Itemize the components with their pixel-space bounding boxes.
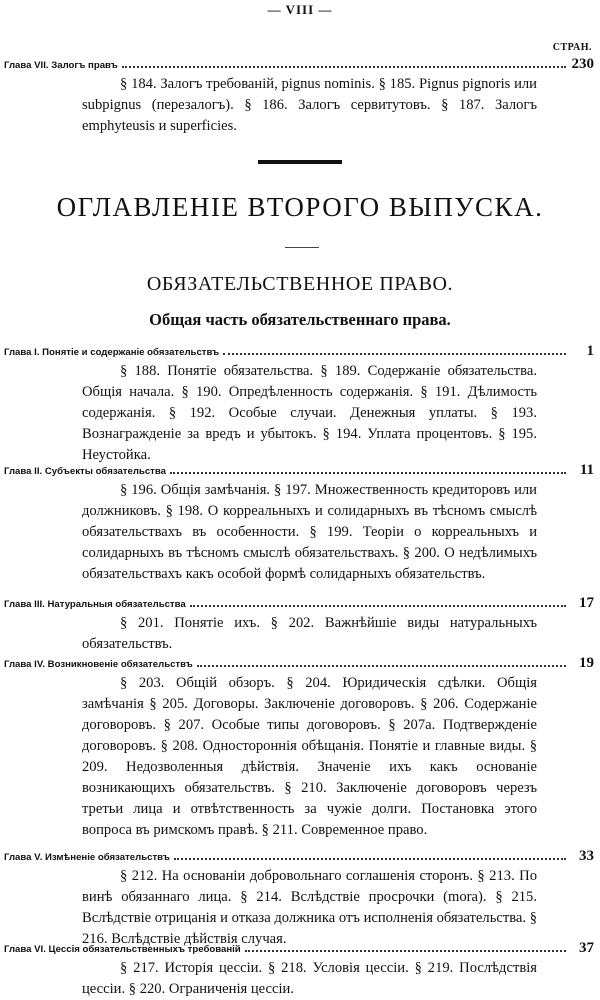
chapter-title: Глава II. Субъекты обязательства xyxy=(4,466,166,477)
chapter-contents: § 203. Общій обзоръ. § 204. Юридическія сдѣлки. Общія замѣчанія § 205. Договоры. Заключеніе договоровъ. § 206. Содержаніе договоровъ. § 207. Особые типы договоровъ. § 207a. Подтвержденіе договоровъ. § 208. Одностороннія обѣщанія. Понятіе и главные виды. § 209. Недозволенныя дѣйствія. Значеніе ихъ какъ основаніе возникающихъ обязательствъ. § 210. Заключеніе договоровъ черезъ третьи лица и отвѣтственность за чужіе долги. Постановка этого вопроса въ римскомъ правѣ. § 211. Современное право. xyxy=(82,675,537,838)
toc-entry-heading xyxy=(0,940,600,958)
chapter-title: Глава VI. Цессія обязательственныхъ требованій xyxy=(4,944,241,955)
dot-leader xyxy=(197,664,566,667)
chapter-title: Глава VII. Залогъ правъ xyxy=(4,60,118,71)
toc-entry-ch5 xyxy=(0,848,600,950)
chapter-contents: § 196. Общія замѣчанія. § 197. Множественность кредиторовъ или должниковъ. § 198. О корреальныхъ и солидарныхъ въ тѣсномъ смыслѣ обязательствахъ въ особенности. § 199. Теоріи о корреальныхъ и солидарныхъ въ тѣсномъ смыслѣ обязательствахъ. § 200. О недѣлимыхъ обязательствахъ какъ особой формѣ солидарныхъ обязательствъ. xyxy=(82,482,537,582)
dot-leader xyxy=(170,471,566,474)
subsection-title: Общая часть обязательственнаго права. xyxy=(149,310,451,329)
page-number: 230 xyxy=(571,56,594,72)
section-divider-rule xyxy=(258,160,342,164)
dot-leader xyxy=(122,65,566,68)
toc-entry-heading xyxy=(0,56,600,74)
dot-leader xyxy=(245,949,566,952)
toc-entry-ch1 xyxy=(0,343,600,466)
page-number: 19 xyxy=(579,655,594,671)
chapter-title: Глава V. Измѣненіе обязательствъ xyxy=(4,852,170,863)
toc-main-title: ОГЛАВЛЕНІЕ ВТОРОГО ВЫПУСКА. xyxy=(56,192,544,222)
toc-entry-heading xyxy=(0,462,600,480)
toc-entry-heading xyxy=(0,595,600,613)
page-number: 17 xyxy=(579,595,594,611)
page-number: 1 xyxy=(586,343,594,359)
toc-entry-heading xyxy=(0,848,600,866)
chapter-contents: § 184. Залогъ требованій, pignus nominis. § 185. Pignus pignoris или subpignus (перезалогъ). § 186. Залогъ сервитутовъ. § 187. Залогъ emphyteusis и superficies. xyxy=(82,76,537,134)
chapter-contents: § 212. На основаніи добровольнаго соглашенія сторонъ. § 213. По винѣ обязаннаго лица. § 214. Вслѣдствіе просрочки (mora). § 215. Вслѣдствіе отрицанія и отказа должника отъ исполненія обязательства. § 216. Вслѣдствіе дѣйствія случая. xyxy=(82,868,537,947)
toc-entry-heading xyxy=(0,343,600,361)
toc-entry-ch2 xyxy=(0,462,600,585)
toc-entry-heading xyxy=(0,655,600,673)
chapter-title: Глава IV. Возникновеніе обязательствъ xyxy=(4,659,193,670)
chapter-contents: § 217. Исторія цессіи. § 218. Условія цессіи. § 219. Послѣдствія цессіи. § 220. Ограниченія цессіи. xyxy=(82,960,537,997)
toc-entry-ch4 xyxy=(0,655,600,841)
chapter-contents: § 201. Понятіе ихъ. § 202. Важнѣйшіе виды натуральныхъ обязательствъ. xyxy=(82,615,537,652)
short-divider xyxy=(285,247,319,248)
toc-entry-ch7 xyxy=(0,56,600,137)
dot-leader xyxy=(174,857,566,860)
toc-entry-ch6 xyxy=(0,940,600,1000)
chapter-contents: § 188. Понятіе обязательства. § 189. Содержаніе обязательства. Общія начала. § 190. Опредѣленность содержанія. § 191. Дѣлимость содержанія. § 192. Особые случаи. Денежныя уплаты. § 193. Вознагражденіе за вредъ и убытокъ. § 194. Уплата процентовъ. § 195. Неустойка. xyxy=(82,363,537,463)
dot-leader xyxy=(223,352,566,355)
page-number: 33 xyxy=(579,848,594,864)
page-number: 11 xyxy=(579,462,594,478)
toc-entry-ch3 xyxy=(0,595,600,655)
chapter-title: Глава III. Натуральныя обязательства xyxy=(4,599,186,610)
page-folio: — VIII — xyxy=(267,2,333,17)
page-number: 37 xyxy=(579,940,594,956)
dot-leader xyxy=(190,604,566,607)
chapter-title: Глава I. Понятіе и содержаніе обязательствъ xyxy=(4,347,220,358)
section-title: ОБЯЗАТЕЛЬСТВЕННОЕ ПРАВО. xyxy=(146,273,454,295)
page-column-label: СТРАН. xyxy=(552,42,592,53)
